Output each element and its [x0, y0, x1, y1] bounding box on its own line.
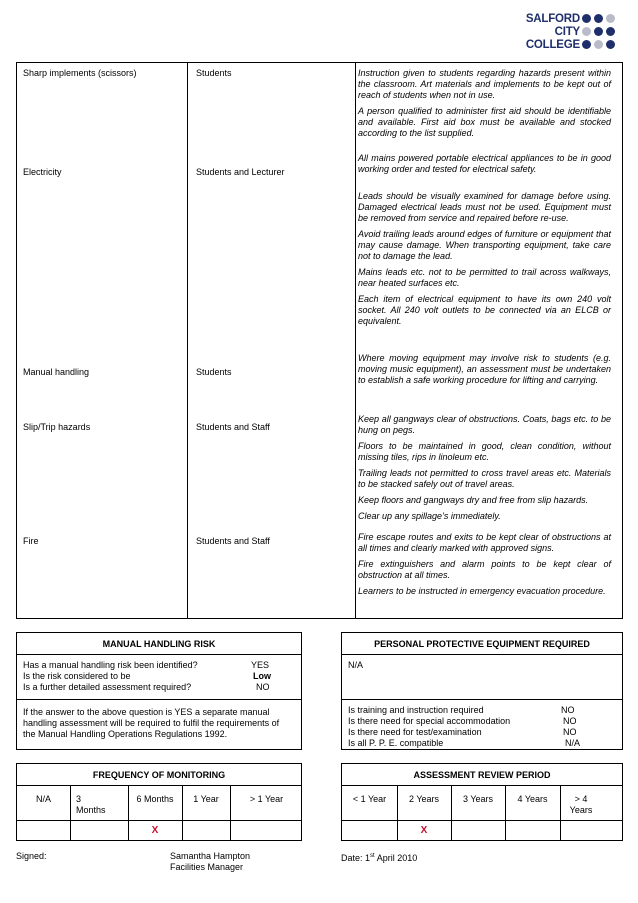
manual-answer: YES [251, 660, 270, 670]
signatory [170, 851, 250, 873]
review-option: 4 Years [517, 794, 548, 804]
logo-line-3: COLLEGE [525, 39, 580, 51]
manual-answer: NO [256, 682, 270, 692]
review-title: ASSESSMENT REVIEW PERIOD [342, 764, 622, 786]
hazard-name: Slip/Trip hazards [23, 422, 91, 432]
monitoring-option: N/A [35, 794, 51, 804]
manual-question: Has a manual handling risk been identified? [23, 660, 198, 670]
signed-date: Date: 1st April 2010 [341, 853, 418, 863]
ppe-question: Is there need for test/examination [348, 727, 482, 737]
manual-handling-title: MANUAL HANDLING RISK [17, 633, 301, 655]
divider [342, 820, 622, 821]
persons-at-risk: Students and Lecturer [196, 167, 285, 177]
review-selected-mark: X [420, 825, 428, 836]
divider [70, 786, 71, 840]
persons-at-risk: Students [196, 68, 232, 78]
ppe-question: Is all P. P. E. compatible [348, 738, 444, 748]
divider [342, 699, 622, 700]
divider [17, 699, 301, 700]
ppe-question: Is training and instruction required [348, 705, 484, 715]
ppe-answer: NO [563, 716, 577, 726]
divider [17, 820, 301, 821]
persons-at-risk: Students [196, 367, 232, 377]
signed-label: Signed: [16, 851, 47, 861]
hazard-name: Manual handling [23, 367, 90, 377]
control-measures: All mains powered portable electrical appliances to be in good working order and tested for electrical safety. Leads should be visually examined for damage before using. Damaged electrical leads must not be used. Equipment must be removed from service and repaired before re-use. Avoid trailing leads around edges of furniture or equipment that may cause damage. When transporting equipment, take care not to damage the lead. Mains leads etc. not to be permitted to trail across walkways, near heated surfaces etc. Each item of electrical equipment to have its own 240 volt socket. All 240 volt outlets to be connected via an ELCB or equivalent. [358, 153, 611, 326]
manual-note: If the answer to the above question is YES a separate manual [23, 707, 270, 717]
column-divider [355, 63, 356, 618]
ppe-answer: N/A [565, 738, 581, 748]
review-option: 2 Years [408, 794, 440, 804]
ppe-value: N/A [348, 660, 364, 670]
hazards-table [16, 62, 623, 619]
monitoring-option: 3 Months [76, 794, 106, 815]
persons-at-risk: Students and Staff [196, 536, 270, 546]
persons-at-risk: Students and Staff [196, 422, 270, 432]
monitoring-option: 1 Year [193, 794, 219, 804]
hazard-name: Sharp implements (scissors) [23, 68, 137, 78]
ppe-title: PERSONAL PROTECTIVE EQUIPMENT REQUIRED [342, 633, 622, 655]
control-measures: Fire escape routes and exits to be kept clear of obstructions at all times and clearly marked with approved signs. Fire extinguishers and alarm points to be kept clear of obstruction at all times. Learners to be instructed in emergency evacuation procedure. [358, 532, 611, 596]
manual-question: Is a further detailed assessment required? [23, 682, 192, 692]
ppe-answer: NO [561, 705, 575, 715]
ppe-box [341, 632, 623, 750]
monitoring-option: 6 Months [136, 794, 174, 804]
signatory-name: Samantha Hampton [170, 851, 251, 861]
monitoring-option: > 1 Year [249, 794, 284, 804]
manual-note: handling assessment will be required to fulfil the requirements of [23, 718, 280, 728]
signatory-role: Facilities Manager [170, 862, 244, 872]
control-measures: Where moving equipment may involve risk to students (e.g. moving music equipment), an assessment must be undertaken to establish a safe working procedure for lifting and carrying. [358, 353, 611, 385]
divider [560, 786, 561, 840]
manual-question: Is the risk considered to be [23, 671, 131, 681]
review-option: 3 Years [462, 794, 494, 804]
hazard-name: Fire [23, 536, 39, 546]
ppe-answer: NO [563, 727, 577, 737]
logo-line-2: CITY [554, 26, 580, 38]
monitoring-title: FREQUENCY OF MONITORING [17, 764, 301, 786]
review-box [341, 763, 623, 841]
manual-note: the Manual Handling Operations Regulations 1992. [23, 729, 228, 739]
college-logo [520, 13, 616, 55]
manual-answer: Low [253, 671, 271, 681]
control-measures: Keep all gangways clear of obstructions. Coats, bags etc. to be hung on pegs. Floors to be maintained in good, clean condition, without missing tiles, rips in linoleum etc. Trailing leads not permitted to cross travel areas etc. Materials to be stacked safely out of travel areas. Keep floors and gangways dry and free from slip hazards. Clear up any spillage’s immediately. [358, 414, 611, 521]
column-divider [187, 63, 188, 618]
review-option: > 4 Years [569, 794, 593, 815]
manual-handling-box [16, 632, 302, 750]
logo-line-1: SALFORD [525, 13, 580, 25]
control-measures: Instruction given to students regarding hazards present within the classroom. Art materials and implements to be kept out of reach of students when not in use. A person qualified to administer first aid should be identifiable and available. First aid box must be available and stocked according to the list supplied. [358, 68, 611, 138]
ppe-question: Is there need for special accommodation [348, 716, 511, 726]
monitoring-selected-mark: X [151, 825, 159, 836]
hazard-name: Electricity [23, 167, 62, 177]
monitoring-box [16, 763, 302, 841]
review-option: < 1 Year [352, 794, 387, 804]
